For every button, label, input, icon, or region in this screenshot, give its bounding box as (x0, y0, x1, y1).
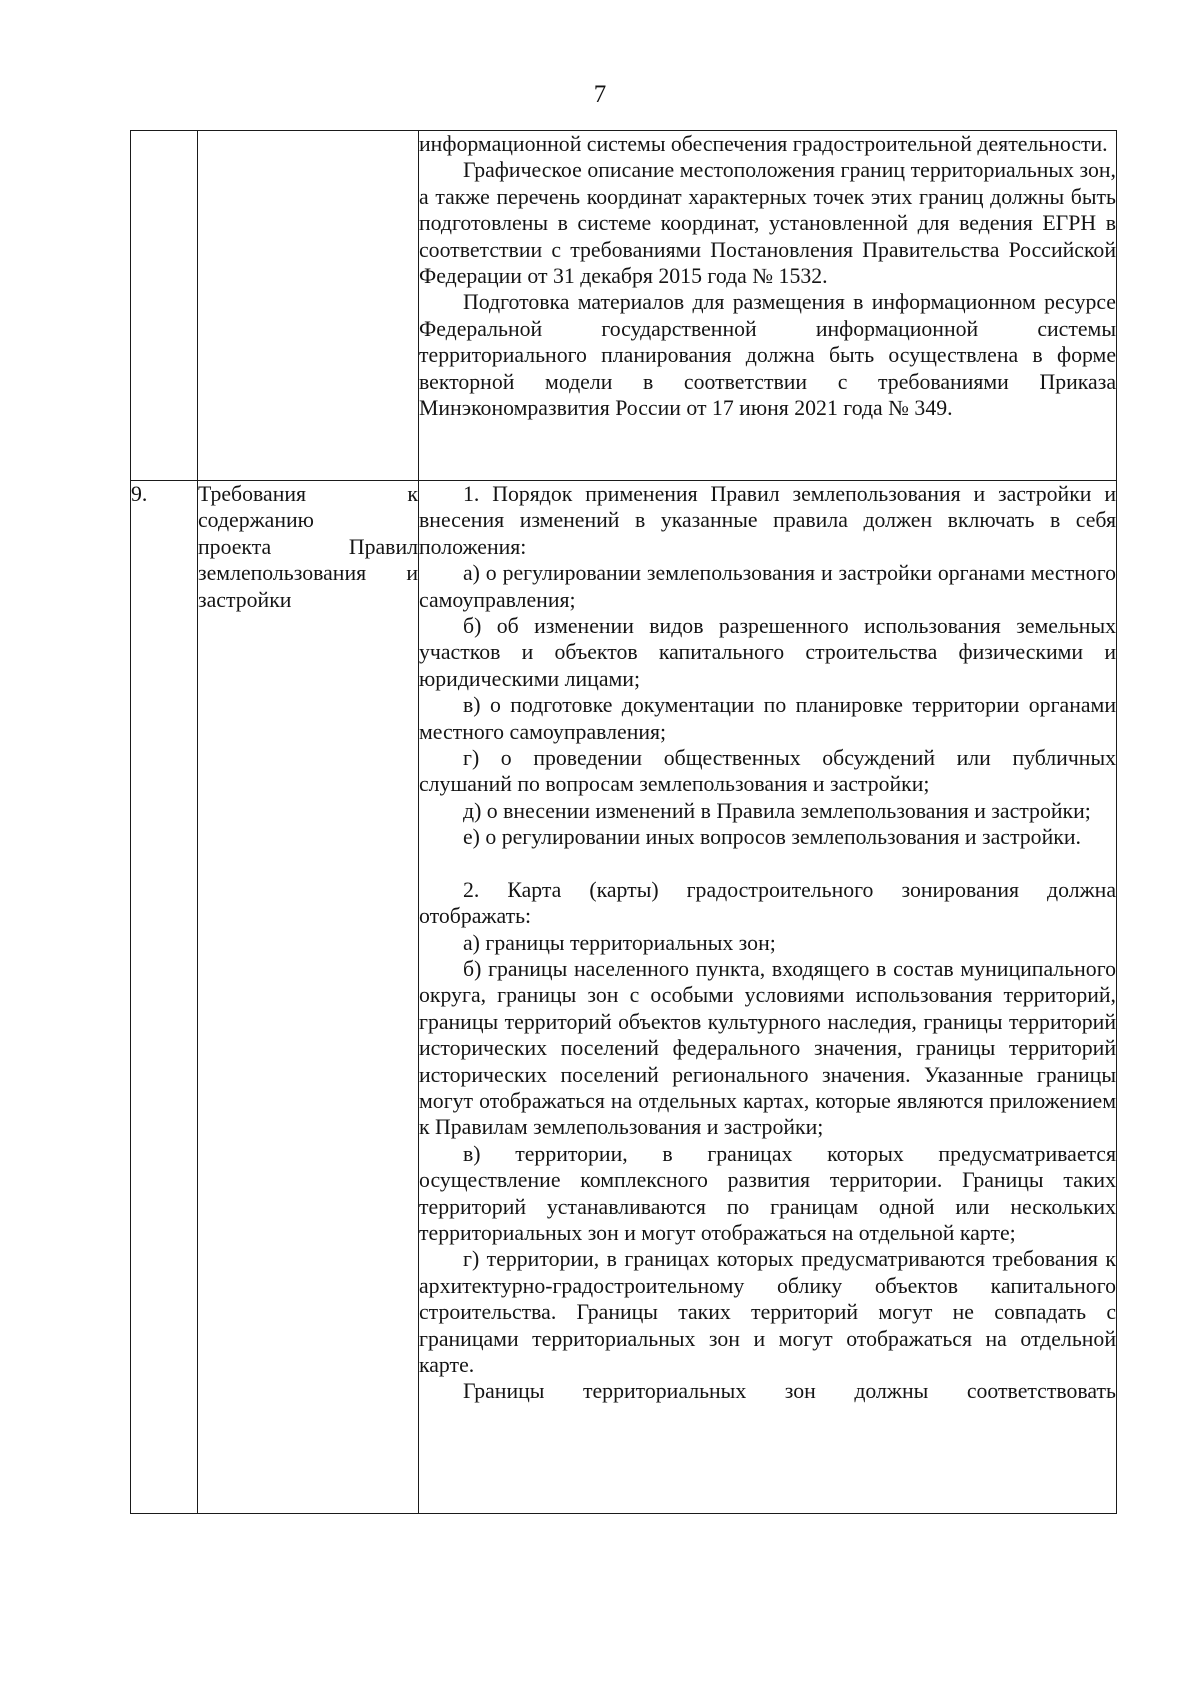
paragraph: г) о проведении общественных обсуждений или публичных слушаний по вопросам землепользования и застройки; (419, 746, 1116, 797)
paragraph: б) об изменении видов разрешенного использования земельных участков и объектов капитального строительства физическими и юридическими лицами; (419, 614, 1116, 691)
row-number: 9. (131, 481, 198, 1514)
paragraph: а) границы территориальных зон; (463, 930, 776, 955)
paragraph: Подготовка материалов для размещения в информационном ресурсе Федеральной государственной информационной системы территориального планирования должна быть осуществлена в форме векторной модели в соответствии с требованиями Приказа Минэкономразвития России от 17 июня 2021 года № 349. (419, 290, 1116, 421)
paragraph: в) территории, в границах которых предусматривается осуществление комплексного развития территории. Границы таких территорий устанавливаются по границам одной или нескольких территориальных зон и могут отображаться на отдельной карте; (419, 1141, 1116, 1245)
paragraph: 2. Карта (карты) градостроительного зонирования должна отображать: (419, 877, 1116, 929)
row-title-line: содержанию (198, 508, 314, 533)
table-row (131, 131, 1117, 481)
paragraph: г) территории, в границах которых предусматриваются требования к архитектурно-градостроительному облику объектов капитального строительства. Границы таких территорий могут не совпадать с границами территориальных зон и могут отображаться на отдельной карте. (419, 1247, 1116, 1377)
page-number: 7 (593, 81, 607, 108)
paragraph-gap (419, 851, 1116, 877)
paragraph: е) о регулировании иных вопросов землепользования и застройки. (463, 825, 1081, 850)
paragraph: информационной системы обеспечения градостроительной деятельности. (419, 132, 1108, 156)
paragraph: а) о регулировании землепользования и застройки органами местного самоуправления; (419, 561, 1116, 612)
row-title-line: застройки (198, 587, 292, 612)
row-title-line: проекта Правил (198, 534, 418, 559)
paragraph: 1. Порядок применения Правил землепользования и застройки и внесения изменений в указанные правила должен включать в себя положения: (419, 482, 1116, 559)
paragraph: Графическое описание местоположения границ территориальных зон, а также перечень координат характерных точек этих границ должны быть подготовлены в системе координат, установленной для ведения ЕГРН в соответствии с требованиями Постановления Правительства Российской Федерации от 31 декабря 2015 года № 1532. (419, 158, 1116, 289)
requirements-table (130, 130, 1117, 1514)
paragraph: б) границы населенного пункта, входящего в состав муниципального округа, границы зон с особыми условиями использования территорий, границы территорий объектов культурного наследия, границы территорий исторических поселений федерального значения, границы территорий исторических поселений регионального значения. Указанные границы могут отображаться на отдельных картах, которые являются приложением к Правилам землепользования и застройки; (419, 956, 1116, 1140)
paragraph: Границы территориальных зон должны соответствовать (463, 1379, 1116, 1404)
paragraph: в) о подготовке документации по планировке территории органами местного самоуправления; (419, 693, 1116, 744)
row-title-line: Требования к (198, 482, 418, 506)
row-title-line: землепользования и (198, 561, 418, 586)
table-row (131, 481, 1117, 1514)
row-title-cell (198, 481, 419, 1514)
row-content-cell (419, 131, 1117, 481)
row-title-cell (198, 131, 419, 481)
row-content-cell (419, 481, 1117, 1514)
row-number-cell (131, 131, 198, 481)
paragraph: д) о внесении изменений в Правила землепользования и застройки; (463, 798, 1091, 823)
